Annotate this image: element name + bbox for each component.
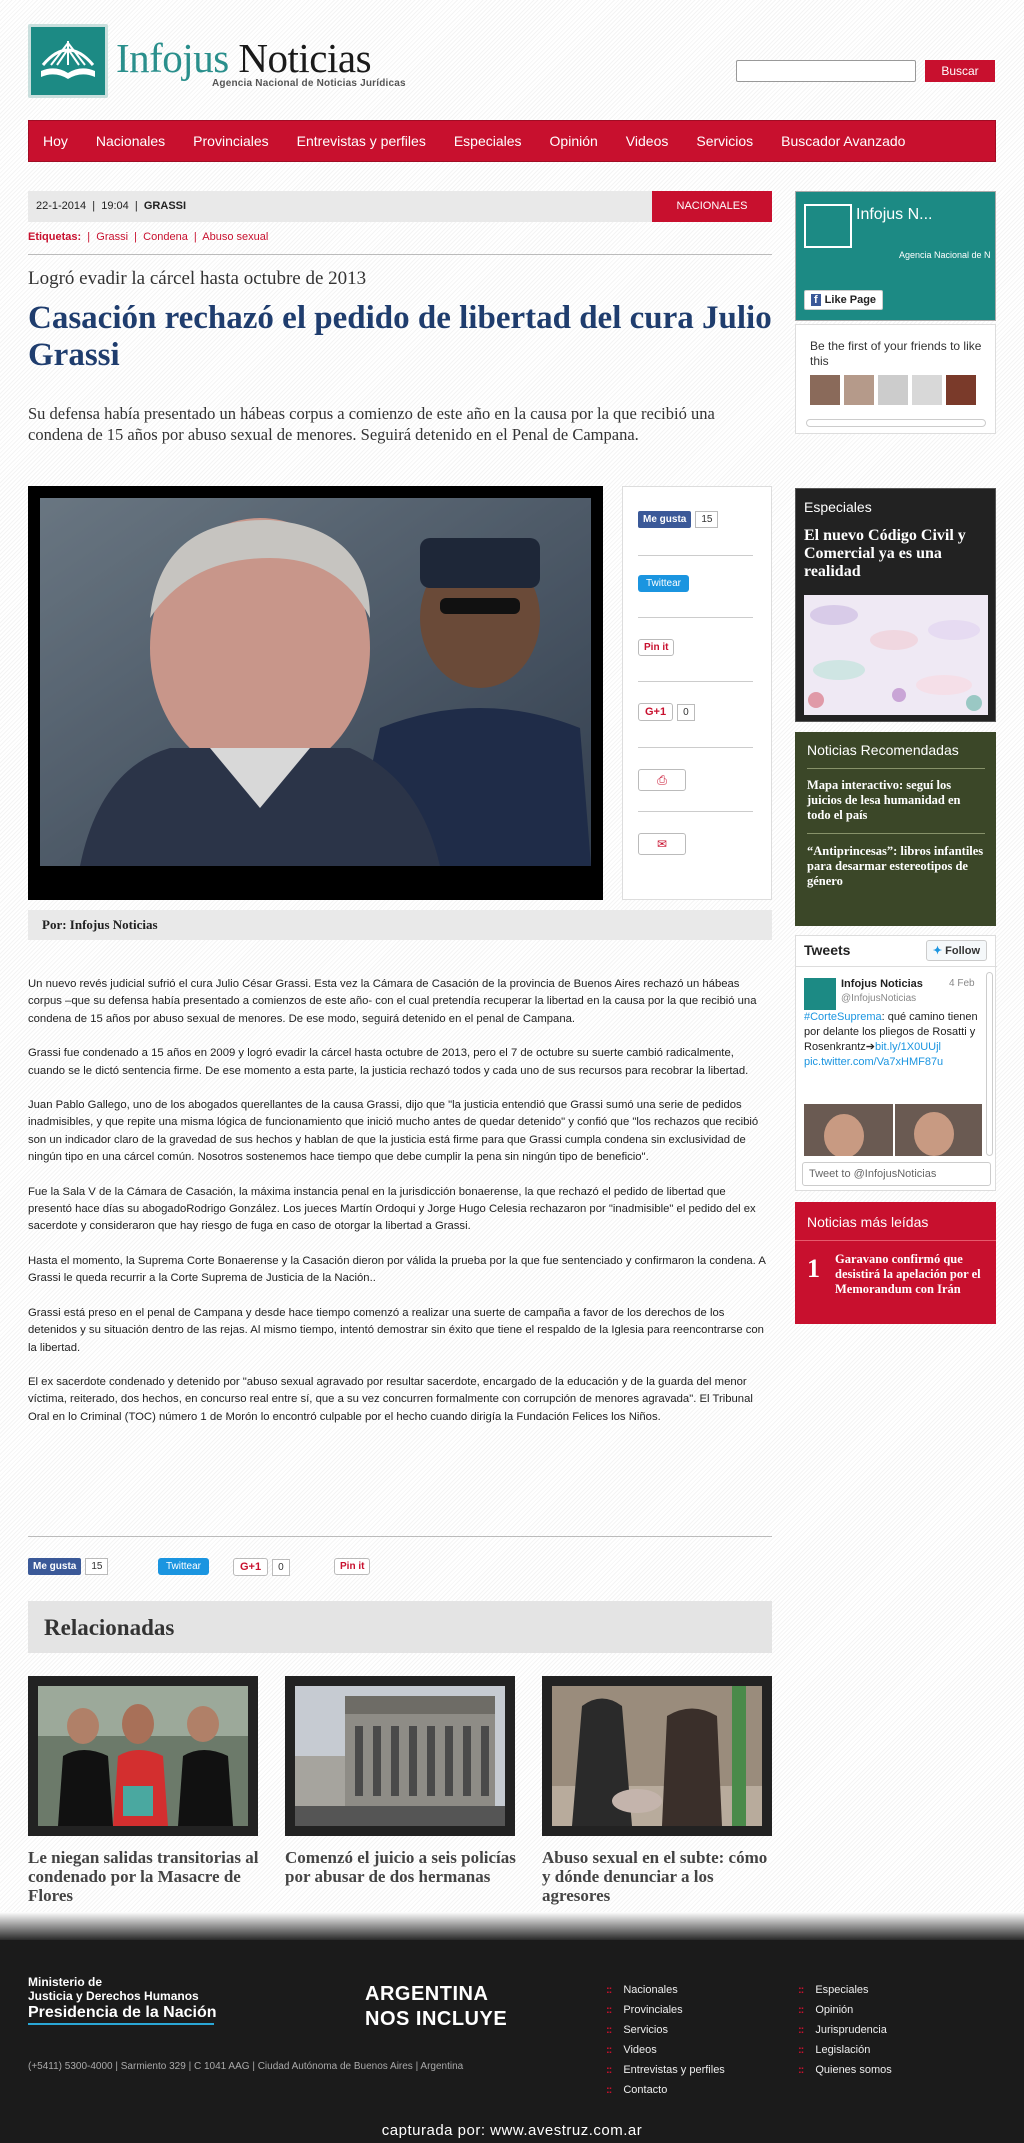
tweet-date[interactable]: 4 Feb (949, 978, 975, 989)
most-read-item[interactable]: Garavano confirmó que desistirá la apelación por el Memorandum con Irán (835, 1252, 981, 1296)
search-button[interactable]: Buscar (925, 60, 995, 82)
article-lead: Su defensa había presentado un hábeas corpus a comienzo de este año en la causa por la que recibió una condena de 15 años por abuso sexual de menores. Seguirá detenido en el Penal de Campana. (28, 404, 715, 444)
ministry-line-1: Ministerio de (28, 1975, 103, 1989)
article-paragraph: Un nuevo revés judicial sufrió el cura Julio César Grassi. Esta vez la Cámara de Casación de la provincia de Buenos Aires rechazó un hábeas corpus –que su defensa había presentado a comienzos de este año- con el cual pretendía recuperar la libertad en la causa por la que recibió una condena de 15 años por abuso sexual de menores. De ese modo, seguirá detenido en el penal de Campana. (28, 978, 757, 1025)
divider (807, 768, 985, 769)
related-photo (295, 1686, 505, 1826)
especiales-box (795, 488, 996, 722)
especiales-image[interactable] (804, 595, 988, 715)
related-heading: Relacionadas (44, 1615, 175, 1640)
logo-text-1: Infojus (116, 35, 229, 81)
article-paragraph: Grassi fue condenado a 15 años en 2009 y logró evadir la cárcel hasta octubre de 2013, pero el 7 de octubre su suerte cambió radicalmente, cuando se le dictó sentencia firme. De ese momento a esta parte, la justicia rechazó todos y cada uno de sus recursos para recobrar la libertad. (28, 1047, 749, 1077)
facebook-like-count: 15 (695, 511, 718, 528)
logo-tagline: Agencia Nacional de Noticias Jurídicas (212, 78, 406, 89)
fb-page-title[interactable]: Infojus N... (856, 206, 933, 223)
article-paragraph: Fue la Sala V de la Cámara de Casación, la máxima instancia penal en la jurisdicción bonaerense, la que rechazó el pedido de libertad que presentó hace días su abogadoRodrigo González. Los jueces Martín Ordoqui y Jorge Hugo Celesia rechazaron por "inadmisible" el pedido del ex sacerdote y consideraron que hay riesgo de fuga en caso de otorgar la libertad a Grassi. (28, 1185, 756, 1233)
nav-item-servicios[interactable]: Servicios (696, 133, 754, 149)
print-button[interactable] (638, 769, 686, 791)
footer-link[interactable]: :: Entrevistas y perfiles (606, 2064, 725, 2076)
tweets-heading: Tweets (804, 942, 851, 958)
share-panel (622, 486, 772, 900)
twitter-icon: ✦ (932, 945, 943, 957)
article-time: 19:04 (101, 200, 129, 212)
byline-bar (28, 910, 772, 940)
scrollbar[interactable] (806, 419, 986, 427)
facebook-friends-box (795, 324, 996, 434)
related-photo (552, 1686, 762, 1826)
related-title-2[interactable]: Comenzó el juicio a seis policías por abusar de dos hermanas (285, 1848, 516, 1886)
pinterest-pin-button[interactable]: Pin it (334, 1558, 370, 1575)
argentina-logo[interactable] (365, 1982, 507, 2032)
most-read-box (795, 1202, 996, 1324)
footer-link[interactable]: :: Opinión (798, 2004, 853, 2016)
facebook-like-button[interactable]: Me gusta (28, 1558, 81, 1575)
tags-label: Etiquetas: (28, 231, 82, 243)
pinterest-pin-button[interactable]: Pin it (638, 639, 674, 656)
friend-avatar[interactable] (844, 375, 874, 405)
tag-link[interactable]: Condena (143, 231, 188, 243)
nav-item-nacionales[interactable]: Nacionales (95, 133, 166, 149)
article-topic: GRASSI (143, 200, 187, 212)
like-page-label: Like Page (824, 294, 877, 306)
divider (638, 681, 753, 682)
divider (795, 1240, 996, 1241)
footer-address: (+5411) 5300-4000 | Sarmiento 329 | C 1041 AAG | Ciudad Autónoma de Buenos Aires | Argentina (28, 2061, 464, 2072)
printer-icon: ⎙ (657, 773, 667, 787)
argentina-line-2: NOS INCLUYE (365, 2008, 508, 2030)
nav-item-videos[interactable]: Videos (625, 133, 669, 149)
main-nav (28, 120, 996, 162)
article-headline: Casación rechazó el pedido de libertad del cura Julio Grassi (28, 300, 772, 373)
divider (28, 1536, 772, 1537)
logo-text-2: Noticias (238, 35, 372, 81)
tag-link[interactable]: Grassi (96, 231, 129, 243)
tweet-link[interactable]: bit.ly/1X0UUjl (874, 1041, 941, 1053)
friend-avatar[interactable] (912, 375, 942, 405)
especiales-heading: Especiales (804, 499, 872, 515)
tweet-to-input[interactable]: Tweet to @InfojusNoticias (802, 1162, 991, 1186)
related-image-2[interactable] (285, 1676, 515, 1836)
recommended-heading: Noticias Recomendadas (807, 742, 959, 758)
footer-link[interactable]: :: Contacto (606, 2084, 667, 2096)
especiales-title[interactable]: El nuevo Código Civil y Comercial ya es una realidad (804, 527, 966, 580)
related-title-1[interactable]: Le niegan salidas transitorias al condenado por la Masacre de Flores (28, 1848, 259, 1905)
google-plus-button[interactable]: G+1 (233, 1558, 268, 1576)
most-read-heading: Noticias más leídas (807, 1214, 929, 1230)
especiales-illustration (804, 595, 988, 715)
twitter-tweet-button[interactable]: Twittear (158, 1558, 209, 1575)
fb-friends-text: Be the first of your friends to like this (810, 339, 982, 368)
related-heading-bar (28, 1601, 772, 1653)
tweet-media[interactable] (804, 1104, 982, 1156)
nav-item-provinciales[interactable]: Provinciales (193, 133, 269, 149)
nav-item-buscador[interactable]: Buscador Avanzado (781, 133, 906, 149)
nav-item-opinion[interactable]: Opinión (549, 133, 598, 149)
divider (796, 966, 997, 967)
footer (0, 1940, 1024, 2143)
twitter-timeline (795, 935, 996, 1191)
recommended-item[interactable]: Mapa interactivo: seguí los juicios de lesa humanidad en todo el país (807, 778, 961, 822)
ministry-label[interactable] (28, 1975, 199, 2003)
article-date: 22-1-2014 (36, 200, 87, 212)
email-button[interactable] (638, 833, 686, 855)
article-kicker: Logró evadir la cárcel hasta octubre de 2013 (28, 268, 367, 289)
tweet-photo (804, 1104, 982, 1156)
nav-item-entrevistas[interactable]: Entrevistas y perfiles (296, 133, 426, 149)
article-paragraph: El ex sacerdote condenado y detenido por "abuso sexual agravado por resultar sacerdote, encargado de la educación y de la guarda del menor víctima, reiterado, dos hechos, en concurso real entre sí, que a su vez concurren formalmente con corrupción de menores agravada". El Tribunal Oral en lo Criminal (TOC) número 1 de Morón lo encontró culpable por el hecho cuando dirigía la Fundación Felices los Niños. (28, 1375, 753, 1423)
google-plus-button[interactable]: G+1 (638, 703, 673, 721)
facebook-like-count: 15 (85, 1558, 108, 1575)
related-title-3[interactable]: Abuso sexual en el subte: cómo y dónde denunciar a los agresores (542, 1848, 768, 1905)
tweet-text (804, 1010, 982, 1070)
tweet-link[interactable]: pic.twitter.com/Va7xHMF87u (804, 1056, 944, 1068)
divider (807, 833, 985, 834)
article-photo (28, 486, 603, 900)
section-badge[interactable]: NACIONALES (652, 191, 772, 222)
nav-item-hoy[interactable]: Hoy (43, 133, 68, 149)
divider (638, 747, 753, 748)
presidency-label[interactable]: Presidencia de la Nación (28, 2004, 217, 2021)
logo-wordmark[interactable] (116, 34, 371, 82)
scrollbar[interactable] (986, 972, 993, 1156)
footer-link[interactable]: :: Provinciales (606, 2004, 683, 2016)
share-row-bottom (28, 1558, 428, 1582)
ministry-line-2: Justicia y Derechos Humanos (28, 1989, 199, 2003)
related-image-3[interactable] (542, 1676, 772, 1836)
footer-link[interactable]: :: Especiales (798, 1984, 869, 1996)
tweet-body: : qué camino tienen por delante los pliegos de Rosatti y Rosenkrantz➔ (804, 1011, 978, 1053)
footer-link[interactable]: :: Quienes somos (798, 2064, 892, 2076)
tags-row: Etiquetas: | Grassi | Condena | Abuso sexual (28, 231, 269, 243)
divider (28, 254, 772, 255)
related-image-1[interactable] (28, 1676, 258, 1836)
article-paragraph: Grassi está preso en el penal de Campana y desde hace tiempo comenzó a realizar una suerte de campaña a favor de los derechos de los detenidos y su situación dentro de las rejas. Al mismo tiempo, intentó demostrar sin éxito que tiene el respaldo de la Iglesia para reencontrarse con la libertad. (28, 1306, 764, 1354)
recommended-box (795, 732, 996, 926)
logo-emblem-icon (31, 27, 105, 95)
page-avatar (804, 204, 852, 248)
divider (28, 2023, 214, 2025)
footer-link[interactable]: :: Jurisprudencia (798, 2024, 887, 2036)
footer-link[interactable]: :: Nacionales (606, 1984, 678, 1996)
facebook-like-page-button[interactable] (804, 290, 883, 310)
footer-link[interactable]: :: Servicios (606, 2024, 668, 2036)
fb-page-subtitle: Agencia Nacional de N (899, 250, 991, 260)
site-logo[interactable] (28, 24, 108, 98)
twitter-tweet-button[interactable]: Twittear (638, 575, 689, 592)
follow-button[interactable] (926, 940, 987, 961)
envelope-icon: ✉ (656, 837, 668, 851)
follow-label: Follow (945, 945, 980, 957)
facebook-icon: f (811, 294, 821, 306)
capture-credit: capturada por: www.avestruz.com.ar (381, 2122, 643, 2139)
most-read-number: 1 (807, 1254, 820, 1283)
related-photo (38, 1686, 248, 1826)
google-plus-count: 0 (272, 1559, 290, 1576)
footer-link[interactable]: :: Videos (606, 2044, 657, 2056)
tag-link[interactable]: Abuso sexual (202, 231, 269, 243)
article-body (28, 976, 772, 1443)
friend-avatar[interactable] (946, 375, 976, 405)
article-paragraph: Hasta el momento, la Suprema Corte Bonaerense y la Casación dieron por válida la prueba por la que fue sentenciado y confirmaron la condena. A Grassi le queda recurrir a la Corte Suprema de Justicia de la Nación.. (28, 1254, 766, 1285)
google-plus-count: 0 (677, 704, 695, 721)
tweet-avatar[interactable] (804, 978, 836, 1010)
argentina-line-1: ARGENTINA (365, 1983, 489, 2005)
divider (638, 555, 753, 556)
search-input[interactable] (736, 60, 916, 82)
recommended-item[interactable]: “Antiprincesas”: libros infantiles para desarmar estereotipos de género (807, 844, 984, 888)
byline: Por: Infojus Noticias (42, 917, 158, 932)
article-paragraph: Juan Pablo Gallego, uno de los abogados querellantes de la causa Grassi, dijo que "la justicia entendió que Grassi sumó una serie de pedidos inadmisibles, y que repite una misma lógica de funcionamiento que inició mucho antes de quedar detenido" y confió que "los rechazos que recibió son un indicador claro de la gravedad de sus hechos y hablan de que la justicia está firme para que Grassi cumpla condena sin exclusividad de ningún tipo en una cárcel común. Nosotros sostenemos hace tiempo que debe cumplir la pena sin ningún tipo de beneficio". (28, 1099, 759, 1164)
facebook-page-box[interactable] (795, 191, 996, 321)
friend-avatar[interactable] (810, 375, 840, 405)
photo-image (40, 498, 591, 866)
facebook-like-button[interactable]: Me gusta (638, 511, 691, 528)
tweet-handle[interactable]: @InfojusNoticias (841, 993, 917, 1004)
divider (638, 617, 753, 618)
tweet-user[interactable]: Infojus Noticias (841, 978, 923, 990)
divider (638, 811, 753, 812)
footer-fade (0, 1912, 1024, 1942)
article-meta-bar: 22-1-2014 | 19:04 | GRASSI (28, 191, 772, 222)
footer-link[interactable]: :: Legislación (798, 2044, 870, 2056)
nav-item-especiales[interactable]: Especiales (453, 133, 522, 149)
friend-avatar[interactable] (878, 375, 908, 405)
tweet-hashtag[interactable]: #CorteSuprema (804, 1011, 882, 1023)
